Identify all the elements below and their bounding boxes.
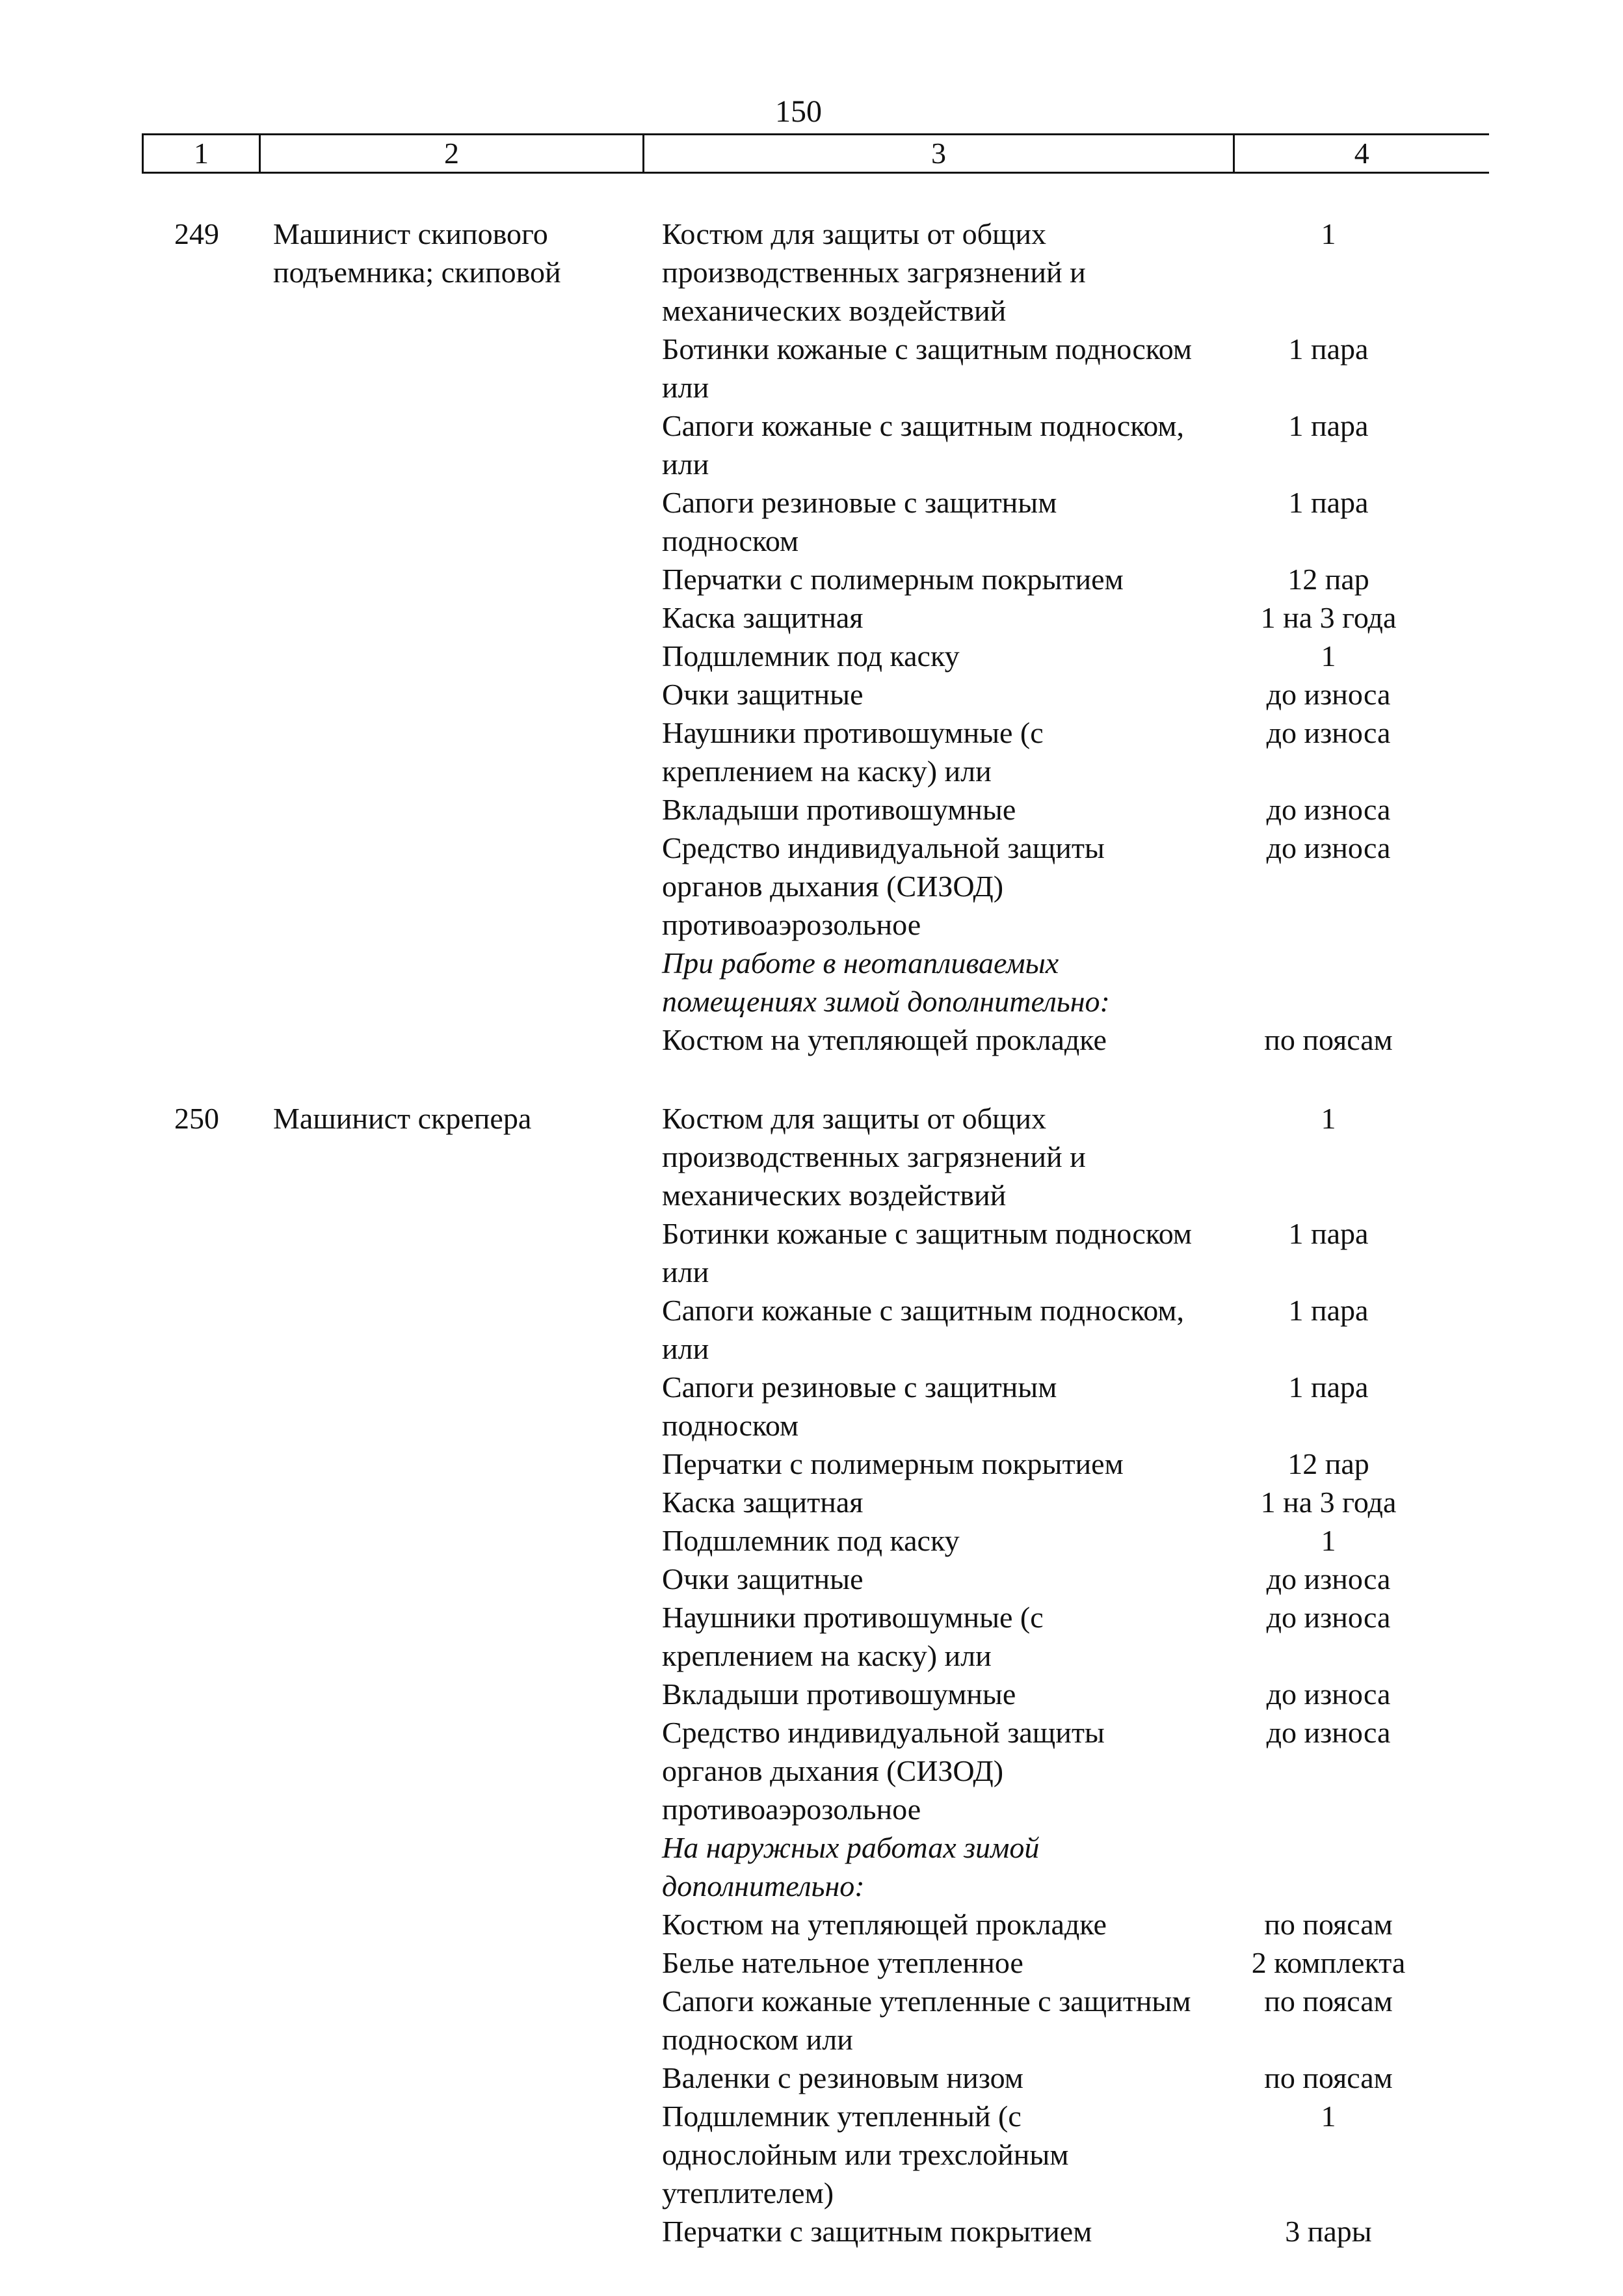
column-header-row [142, 133, 1489, 174]
column-header-1: 1 [143, 135, 260, 173]
equipment-item [662, 1675, 1488, 1713]
entry-row [0, 1099, 1623, 2250]
equipment-quantity: по поясам [1264, 1023, 1393, 1056]
equipment-name: Перчатки с защитным покрытием [662, 2215, 1092, 2248]
entry-row [0, 215, 1623, 1059]
equipment-item [662, 1905, 1488, 1943]
equipment-item [662, 829, 1488, 944]
equipment-name: Сапоги кожаные с защитным подноском, или [662, 409, 1185, 481]
equipment-list [662, 215, 1488, 1059]
column-header-2: 2 [260, 135, 644, 173]
equipment-quantity: 1 пара [1288, 409, 1369, 442]
equipment-name: Сапоги резиновые с защитным подноском [662, 486, 1057, 557]
equipment-name: Перчатки с полимерным покрытием [662, 1447, 1124, 1480]
equipment-name: Сапоги кожаные утепленные с защитным подноском или [662, 1984, 1191, 2056]
equipment-quantity: по поясам [1264, 2061, 1393, 2094]
column-header-4: 4 [1234, 135, 1489, 173]
equipment-quantity: до износа [1266, 793, 1391, 826]
equipment-item [662, 598, 1488, 637]
equipment-quantity: до износа [1266, 1601, 1391, 1634]
equipment-item [662, 1560, 1488, 1598]
equipment-name: Валенки с резиновым низом [662, 2061, 1023, 2094]
profession-name: Машинист скрепера [273, 1102, 532, 1135]
equipment-item [662, 1445, 1488, 1483]
equipment-quantity: 1 пара [1288, 1370, 1369, 1404]
equipment-name: Перчатки с полимерным покрытием [662, 563, 1124, 596]
equipment-quantity: 1 [1321, 1524, 1336, 1557]
condition-note: При работе в неотапливаемых помещениях зимой дополнительно: [662, 946, 1110, 1018]
equipment-quantity: до износа [1266, 1716, 1391, 1749]
equipment-quantity: 12 пар [1287, 1447, 1369, 1480]
equipment-name: Сапоги кожаные с защитным подноском, или [662, 1294, 1185, 1365]
equipment-name: Ботинки кожаные с защитным подноском или [662, 332, 1193, 404]
equipment-quantity: 1 пара [1288, 1217, 1369, 1250]
equipment-item [662, 330, 1488, 407]
equipment-quantity: по поясам [1264, 1984, 1393, 2018]
equipment-quantity: до износа [1266, 831, 1391, 864]
equipment-item [662, 675, 1488, 714]
equipment-item [662, 407, 1488, 483]
equipment-quantity: 1 пара [1288, 1294, 1369, 1327]
equipment-name: Каска защитная [662, 601, 864, 634]
equipment-item [662, 1214, 1488, 1291]
equipment-name: Каска защитная [662, 1486, 864, 1519]
equipment-item [662, 790, 1488, 829]
equipment-name: Очки защитные [662, 1562, 864, 1595]
equipment-name: Костюм для защиты от общих производственных загрязнений и механических воздействий [662, 217, 1086, 327]
equipment-item [662, 1521, 1488, 1560]
equipment-item [662, 2097, 1488, 2212]
equipment-item [662, 1598, 1488, 1675]
equipment-quantity: 1 [1321, 639, 1336, 673]
equipment-name: Наушники противошумные (с креплением на каску) или [662, 716, 1044, 788]
equipment-quantity: 1 [1321, 2100, 1336, 2133]
equipment-name: Средство индивидуальной защиты органов дыхания (СИЗОД) противоаэрозольное [662, 1716, 1105, 1826]
equipment-name: Белье нательное утепленное [662, 1946, 1023, 1979]
equipment-item [662, 2059, 1488, 2097]
equipment-item [662, 1021, 1488, 1059]
equipment-name: Подшлемник утепленный (с однослойным или трехслойным утеплителем) [662, 2100, 1069, 2209]
equipment-name: Костюм для защиты от общих производственных загрязнений и механических воздействий [662, 1102, 1086, 1212]
equipment-list [662, 1099, 1488, 2250]
equipment-item [662, 1368, 1488, 1445]
equipment-name: Костюм на утепляющей прокладке [662, 1908, 1107, 1941]
equipment-name: Средство индивидуальной защиты органов дыхания (СИЗОД) противоаэрозольное [662, 831, 1105, 941]
entries-list [0, 215, 1623, 2291]
equipment-quantity: до износа [1266, 716, 1391, 749]
equipment-name: Вкладыши противошумные [662, 793, 1016, 826]
equipment-item [662, 1943, 1488, 1982]
column-header-3: 3 [644, 135, 1234, 173]
equipment-name: Костюм на утепляющей прокладке [662, 1023, 1107, 1056]
equipment-item [662, 1483, 1488, 1521]
equipment-quantity: 1 [1321, 1102, 1336, 1135]
equipment-quantity: 1 [1321, 217, 1336, 250]
equipment-item [662, 560, 1488, 598]
equipment-quantity: до износа [1266, 1677, 1391, 1711]
equipment-quantity: 1 пара [1288, 332, 1369, 366]
equipment-quantity: до износа [1266, 678, 1391, 711]
equipment-quantity: 2 комплекта [1251, 1946, 1406, 1979]
equipment-item [662, 483, 1488, 560]
equipment-name: Подшлемник под каску [662, 639, 960, 673]
equipment-quantity: 12 пар [1287, 563, 1369, 596]
equipment-item [662, 2212, 1488, 2250]
equipment-item [662, 714, 1488, 790]
equipment-item [662, 637, 1488, 675]
equipment-quantity: 1 пара [1288, 486, 1369, 519]
equipment-item [662, 1713, 1488, 1828]
condition-note: На наружных работах зимой дополнительно: [662, 1831, 1040, 1902]
entry-number: 249 [174, 217, 219, 250]
equipment-item [662, 1291, 1488, 1368]
equipment-name: Наушники противошумные (с креплением на каску) или [662, 1601, 1044, 1672]
equipment-name: Ботинки кожаные с защитным подноском или [662, 1217, 1193, 1288]
entry-number: 250 [174, 1102, 219, 1135]
equipment-name: Сапоги резиновые с защитным подноском [662, 1370, 1057, 1442]
equipment-name: Подшлемник под каску [662, 1524, 960, 1557]
equipment-quantity: 3 пары [1285, 2215, 1372, 2248]
equipment-quantity: 1 на 3 года [1260, 1486, 1397, 1519]
equipment-item [662, 215, 1488, 330]
equipment-item [662, 1828, 1488, 1905]
page-number: 150 [775, 94, 822, 129]
equipment-item [662, 944, 1488, 1021]
equipment-item [662, 1099, 1488, 1214]
equipment-quantity: 1 на 3 года [1260, 601, 1397, 634]
equipment-name: Очки защитные [662, 678, 864, 711]
equipment-name: Вкладыши противошумные [662, 1677, 1016, 1711]
profession-name: Машинист скипового подъемника; скиповой [273, 217, 561, 289]
equipment-quantity: до износа [1266, 1562, 1391, 1595]
equipment-item [662, 1982, 1488, 2059]
equipment-quantity: по поясам [1264, 1908, 1393, 1941]
